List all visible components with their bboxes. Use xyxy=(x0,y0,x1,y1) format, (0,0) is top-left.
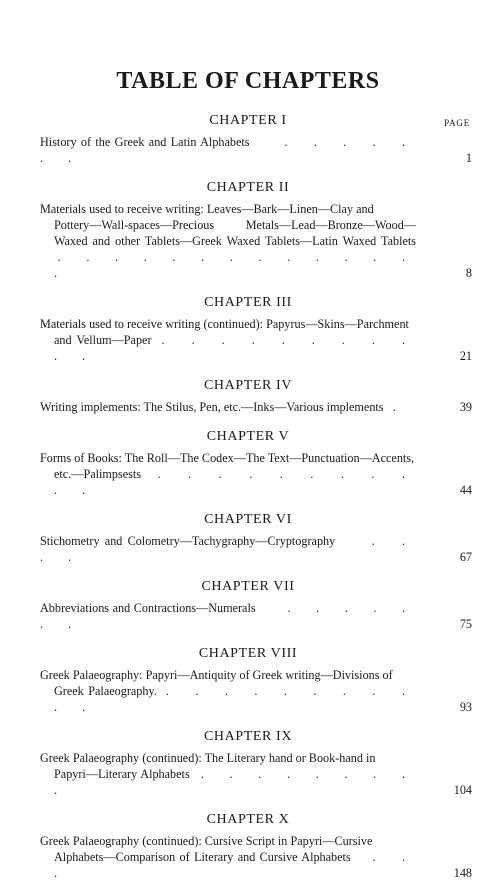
page-title: TABLE OF CHAPTERS xyxy=(116,68,380,94)
page-number: 21 xyxy=(459,349,472,363)
chapter-description xyxy=(40,399,472,415)
page-number: 75 xyxy=(459,617,472,631)
description-continuation xyxy=(40,332,416,364)
chapter-heading-text: CHAPTER VII xyxy=(201,579,295,594)
page-number: 148 xyxy=(453,866,472,880)
leader-dots: . . . xyxy=(54,850,417,880)
chapter-heading xyxy=(40,645,456,663)
leader-dots: . . . . . . . xyxy=(40,601,417,631)
chapter-description xyxy=(40,201,472,281)
chapter-heading xyxy=(40,294,456,312)
description-text: Greek Palaeography (continued): Cursive Script in Papyri—Cursive xyxy=(40,834,373,848)
description-continuation xyxy=(40,683,416,715)
chapter-heading-text: CHAPTER III xyxy=(204,295,292,310)
leader-dots: . . . . xyxy=(40,534,417,564)
description-text: Abbreviations and Contractions—Numerals xyxy=(40,601,256,615)
chapter-heading-text: CHAPTER VI xyxy=(204,512,292,527)
page-number: 104 xyxy=(453,783,472,797)
chapter-heading-text: CHAPTER IX xyxy=(203,729,293,744)
description-continuation-text: Pottery—Wall-spaces—Precious Metals—Lead—Bronze—Wood—Waxed and other Tablets—Greek Waxed Tablets—Latin Waxed Tablets xyxy=(54,218,416,248)
description-continuation xyxy=(40,766,416,798)
page-number: 1 xyxy=(465,151,472,165)
chapter-entry xyxy=(40,179,472,281)
chapter-heading xyxy=(40,428,456,446)
chapter-heading-text: CHAPTER II xyxy=(206,180,290,195)
chapter-heading xyxy=(40,377,456,395)
description-text: Forms of Books: The Roll—The Codex—The Text—Punctuation—Accents, xyxy=(40,451,415,465)
chapter-description xyxy=(40,450,472,498)
page-number: 67 xyxy=(459,550,472,564)
chapter-heading xyxy=(40,179,456,197)
chapter-description xyxy=(40,833,472,881)
description-continuation xyxy=(40,466,416,498)
chapter-entry xyxy=(40,377,472,415)
description-continuation xyxy=(40,217,416,281)
chapter-heading-text: CHAPTER I xyxy=(209,113,287,128)
chapter-heading xyxy=(40,811,456,829)
chapter-heading-text: CHAPTER X xyxy=(206,812,290,827)
leader-dots: . xyxy=(392,400,407,414)
chapter-heading-text: CHAPTER IV xyxy=(203,378,293,393)
description-text: Greek Palaeography: Papyri—Antiquity of Greek writing—Divisions of xyxy=(40,668,393,682)
chapter-heading xyxy=(40,511,456,529)
page-number: 93 xyxy=(459,700,472,714)
chapter-entry xyxy=(40,511,472,565)
description-continuation-text: Alphabets—Comparison of Literary and Cursive Alphabets xyxy=(54,850,351,864)
table-of-chapters xyxy=(40,112,472,881)
description-continuation-text: Papyri—Literary Alphabets xyxy=(54,767,190,781)
chapter-entry xyxy=(40,578,472,632)
chapter-description xyxy=(40,533,472,565)
description-continuation-text: Greek Palaeography. xyxy=(54,684,157,698)
leader-dots: . . . . . . . . . xyxy=(54,767,417,797)
leader-dots: . . . . . . . . . . . xyxy=(54,333,417,363)
page-number: 44 xyxy=(459,483,472,497)
description-text: Stichometry and Colometry—Tachygraphy—Cryptography xyxy=(40,534,336,548)
leader-dots: . . . . . . . . . . . . . . xyxy=(54,250,417,280)
leader-dots: . . . . . . . xyxy=(40,135,416,165)
chapter-entry xyxy=(40,112,472,166)
page-number: 39 xyxy=(459,400,472,414)
chapter-entry xyxy=(40,645,472,715)
chapter-description xyxy=(40,316,472,364)
chapter-heading xyxy=(40,728,456,746)
description-text: Greek Palaeography (continued): The Literary hand or Book-hand in xyxy=(40,751,376,765)
chapter-entry xyxy=(40,294,472,364)
chapter-entry xyxy=(40,428,472,498)
chapter-heading xyxy=(40,112,470,130)
chapter-heading xyxy=(40,578,456,596)
page-column-label: PAGE xyxy=(444,118,470,128)
chapter-description xyxy=(40,750,472,798)
leader-dots: . . . . . . . . . . . xyxy=(54,684,417,714)
description-continuation-text: etc.—Palimpsests xyxy=(54,467,141,481)
description-text: Writing implements: The Stilus, Pen, etc.—Inks—Various implements xyxy=(40,400,384,414)
description-text: Materials used to receive writing: Leaves—Bark—Linen—Clay and xyxy=(40,202,374,216)
chapter-heading-text: CHAPTER V xyxy=(206,429,290,444)
chapter-description xyxy=(40,667,472,715)
description-continuation xyxy=(40,849,416,881)
chapter-entry xyxy=(40,811,472,881)
leader-dots: . . . . . . . . . . . xyxy=(54,467,417,497)
description-text: Materials used to receive writing (continued): Papyrus—Skins—Parchment xyxy=(40,317,409,331)
description-continuation-text: and Vellum—Paper xyxy=(54,333,152,347)
chapter-description xyxy=(40,600,472,632)
chapter-entry xyxy=(40,728,472,798)
description-text: History of the Greek and Latin Alphabets xyxy=(40,135,250,149)
page-number: 8 xyxy=(465,266,472,280)
chapter-heading-text: CHAPTER VIII xyxy=(198,646,298,661)
chapter-description xyxy=(40,134,472,166)
